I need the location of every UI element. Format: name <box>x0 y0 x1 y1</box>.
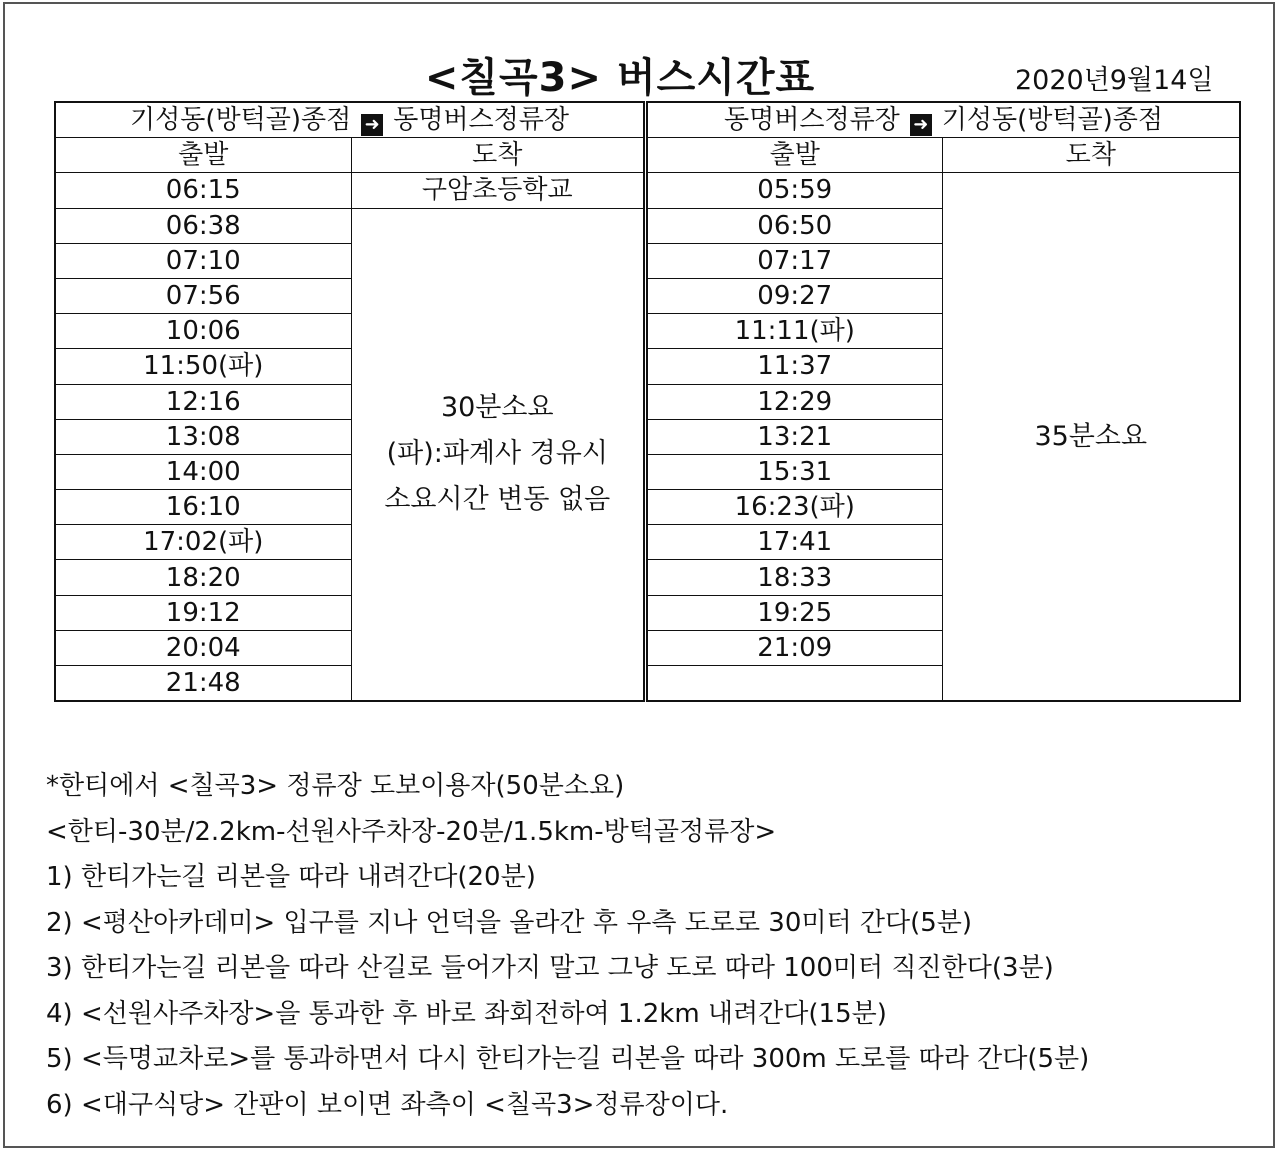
travel-time-note: 35분소요 <box>942 173 1240 701</box>
left-column-headers <box>55 138 644 173</box>
direction-line: 4) <선원사주차장>을 통과한 후 바로 좌회전하여 1.2km 내려간다(15분) <box>46 998 887 1029</box>
left-route-from: 기성동(방턱골)종점 <box>129 105 352 136</box>
date-label: 2020년9월14일 <box>1015 65 1214 96</box>
departure-time: 19:25 <box>647 595 942 630</box>
direction-line: *한티에서 <칠곡3> 정류장 도보이용자(50분소요) <box>46 771 625 801</box>
departure-time: 13:21 <box>647 419 942 454</box>
arrival-stop: 구암초등학교 <box>351 173 644 208</box>
departure-time: 13:08 <box>55 419 351 454</box>
departure-time: 18:33 <box>647 560 942 595</box>
departure-time: 18:20 <box>55 560 351 595</box>
left-timetable <box>54 101 645 702</box>
departure-time: 06:38 <box>55 208 351 243</box>
page-title: <칠곡3> 버스시간표 <box>424 55 816 101</box>
departure-time: 12:16 <box>55 384 351 419</box>
right-route-header <box>647 102 1240 138</box>
departure-time: 17:02(파) <box>55 525 351 560</box>
departure-time: 07:56 <box>55 278 351 313</box>
departure-time: 15:31 <box>647 454 942 489</box>
departure-time: 16:23(파) <box>647 490 942 525</box>
departure-time: 05:59 <box>647 173 942 208</box>
departure-time: 06:50 <box>647 208 942 243</box>
right-arrow-box-icon: ➜ <box>910 114 932 136</box>
table-row <box>55 173 644 208</box>
departure-time: 10:06 <box>55 314 351 349</box>
note-line: 30분소요 <box>440 392 554 424</box>
departure-time: 21:48 <box>55 666 351 702</box>
departure-time: 07:17 <box>647 243 942 278</box>
departure-time: 06:15 <box>55 173 351 208</box>
direction-line: 5) <득명교차로>를 통과하면서 다시 한티가는길 리본을 따라 300m 도로를 따라 간다(5분) <box>46 1044 1090 1074</box>
departure-time: 11:11(파) <box>647 314 942 349</box>
direction-line: <한티-30분/2.2km-선원사주차장-20분/1.5km-방턱골정류장> <box>46 816 777 847</box>
departure-time: 11:50(파) <box>55 349 351 384</box>
left-arrive-header: 도착 <box>351 138 644 173</box>
direction-line: 2) <평산아카데미> 입구를 지나 언덕을 올라간 후 우측 도로로 30미터 간다(5분) <box>46 907 973 938</box>
left-route-header <box>55 102 644 138</box>
note-line: 소요시간 변동 없음 <box>384 484 611 516</box>
right-route-from: 동명버스정류장 <box>723 105 900 136</box>
direction-line: 1) 한티가는길 리본을 따라 내려간다(20분) <box>46 862 536 892</box>
departure-time: 07:10 <box>55 243 351 278</box>
left-route-to: 동명버스정류장 <box>393 105 570 136</box>
departure-time <box>647 666 942 702</box>
walking-directions <box>46 764 1089 1128</box>
right-timetable <box>646 101 1241 702</box>
table-row <box>55 208 644 243</box>
right-arrive-header: 도착 <box>942 138 1240 173</box>
departure-time: 09:27 <box>647 278 942 313</box>
direction-line: 3) 한티가는길 리본을 따라 산길로 들어가지 말고 그냥 도로 따라 100미터 직진한다(3분) <box>46 953 1054 983</box>
left-depart-header: 출발 <box>55 138 351 173</box>
right-depart-header: 출발 <box>647 138 942 173</box>
travel-time-note <box>351 208 644 701</box>
departure-time: 21:09 <box>647 630 942 665</box>
right-column-headers <box>647 138 1240 173</box>
departure-time: 14:00 <box>55 454 351 489</box>
right-route-to: 기성동(방턱골)종점 <box>941 105 1164 136</box>
departure-time: 11:37 <box>647 349 942 384</box>
table-row <box>647 173 1240 208</box>
departure-time: 12:29 <box>647 384 942 419</box>
departure-time: 16:10 <box>55 490 351 525</box>
right-arrow-box-icon: ➜ <box>361 114 383 136</box>
departure-time: 17:41 <box>647 525 942 560</box>
direction-line: 6) <대구식당> 간판이 보이면 좌측이 <칠곡3>정류장이다. <box>46 1089 729 1120</box>
departure-time: 20:04 <box>55 630 351 665</box>
note-line: (파):파계사 경유시 <box>386 438 608 470</box>
departure-time: 19:12 <box>55 595 351 630</box>
